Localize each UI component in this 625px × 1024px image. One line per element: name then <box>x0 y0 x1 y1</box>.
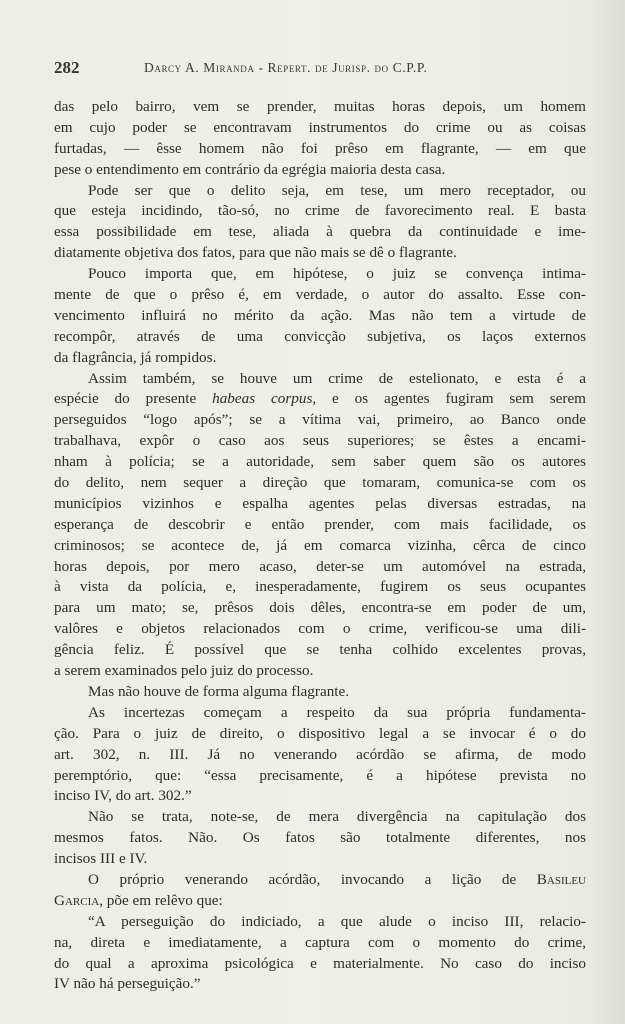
text-line: mente de que o prêso é, em verdade, o autor do assalto. Esse con- <box>54 286 586 304</box>
paragraph-start-line <box>54 870 586 891</box>
quote-line: do qual a aproxima psicológica e materialmente. No caso do inciso <box>54 954 586 972</box>
text-line: inciso IV, do art. 302.” <box>54 787 192 805</box>
text-line: ção. Para o juiz de direito, o dispositivo legal a se invocar é o do <box>54 724 586 742</box>
text-line: incisos III e IV. <box>54 850 148 868</box>
text-line: criminosos; se acontece de, já em comarca vizinha, cêrca de cinco <box>54 536 586 554</box>
quote-line: na, direta e imediatamente, a captura com o momento do crime, <box>54 933 586 951</box>
text-span: , e os agentes fugiram sem serem <box>312 390 586 408</box>
author-name-garcia: Garcia <box>54 891 100 909</box>
text-line: para um mato; se, prêsos dois dêles, encontra-se em poder de um, <box>54 599 586 617</box>
italic-term-habeas-corpus: habeas corpus <box>212 390 313 408</box>
text-line: horas depois, por mero acaso, deter-se um automóvel na estrada, <box>54 557 586 575</box>
text-line: pese o entendimento em contrário da egrégia maioria desta casa. <box>54 160 446 178</box>
paragraph-start-line: Não se trata, note-se, de mera divergência na capitulação dos <box>88 808 586 826</box>
text-line: municípios vizinhos e espalha agentes pelas diversas estradas, na <box>54 494 586 512</box>
text-line: mesmos fatos. Não. Os fatos são totalmente diferentes, nos <box>54 829 586 847</box>
author-name-basileu: Basileu <box>536 870 586 888</box>
text-line: art. 302, n. III. Já no venerando acórdão se afirma, de modo <box>54 745 586 763</box>
text-line: diatamente objetiva dos fatos, para que não mais se dê o flagrante. <box>54 244 457 262</box>
text-line: nham à polícia; se a autoridade, sem saber quem são os autores <box>54 453 586 471</box>
quote-line: IV não há perseguição.” <box>54 975 201 993</box>
text-span: espécie do presente <box>54 390 213 408</box>
text-line: peremptório, que: “essa precisamente, é a hipótese prevista no <box>54 766 586 784</box>
page-header <box>54 58 574 80</box>
paragraph-start-line: Mas não houve de forma alguma flagrante. <box>88 682 350 700</box>
text-line: que esteja incidindo, tão-só, no crime de favorecimento real. E basta <box>54 202 586 220</box>
text-line: em cujo poder se encontravam instrumentos do crime ou as coisas <box>54 118 586 136</box>
body-text <box>54 97 586 995</box>
paragraph-start-line: Pode ser que o delito seja, em tese, um mero receptador, ou <box>88 181 586 199</box>
text-line: furtadas, — êsse homem não foi prêso em flagrante, — em que <box>54 139 586 157</box>
text-span: O próprio venerando acórdão, invocando a lição de <box>88 870 537 888</box>
running-head: Darcy A. Miranda - Repert. de Jurisp. do C.P.P. <box>144 60 428 75</box>
quote-start-line: “A perseguição do indiciado, a que alude o inciso III, relacio- <box>88 912 586 930</box>
paragraph-start-line: As incertezas começam a respeito da sua própria fundamenta- <box>88 703 586 721</box>
text-line: vencimento influirá no mérito da ação. Mas não tem a virtude de <box>54 306 586 324</box>
paragraph-start-line: Assim também, se houve um crime de estelionato, e esta é a <box>88 369 586 387</box>
text-line: esperança de descobrir e então prender, com mais facilidade, os <box>54 515 586 533</box>
text-line: essa possibilidade em tese, aliada à quebra da continuidade e ime- <box>54 223 586 241</box>
text-span: , põe em relêvo que: <box>99 891 223 909</box>
text-line <box>54 891 586 912</box>
text-line: recompôr, através de uma convicção subjetiva, os laços externos <box>54 327 586 345</box>
text-line: do delito, nem sequer a direção que tomaram, comunica-se com os <box>54 474 586 492</box>
text-line <box>54 389 586 410</box>
text-line: a serem examinados pelo juiz do processo. <box>54 662 314 680</box>
text-line: valôres e objetos relacionados com o crime, verificou-se uma dili- <box>54 620 586 638</box>
text-line: gência feliz. É possível que se tenha colhido excelentes provas, <box>54 641 586 659</box>
paragraph-start-line: Pouco importa que, em hipótese, o juiz se convença intima- <box>88 265 586 283</box>
text-line: trabalhava, expôr o caso aos seus superiores; se êstes a encami- <box>54 432 586 450</box>
text-line: perseguidos “logo após”; se a vítima vai, primeiro, ao Banco onde <box>54 411 586 429</box>
text-line: da flagrância, já rompidos. <box>54 348 217 366</box>
page-number: 282 <box>54 58 80 77</box>
text-line: das pelo bairro, vem se prender, muitas horas depois, um homem <box>54 98 586 115</box>
text-line: à vista da polícia, e, inesperadamente, fugirem os seus ocupantes <box>54 578 586 596</box>
